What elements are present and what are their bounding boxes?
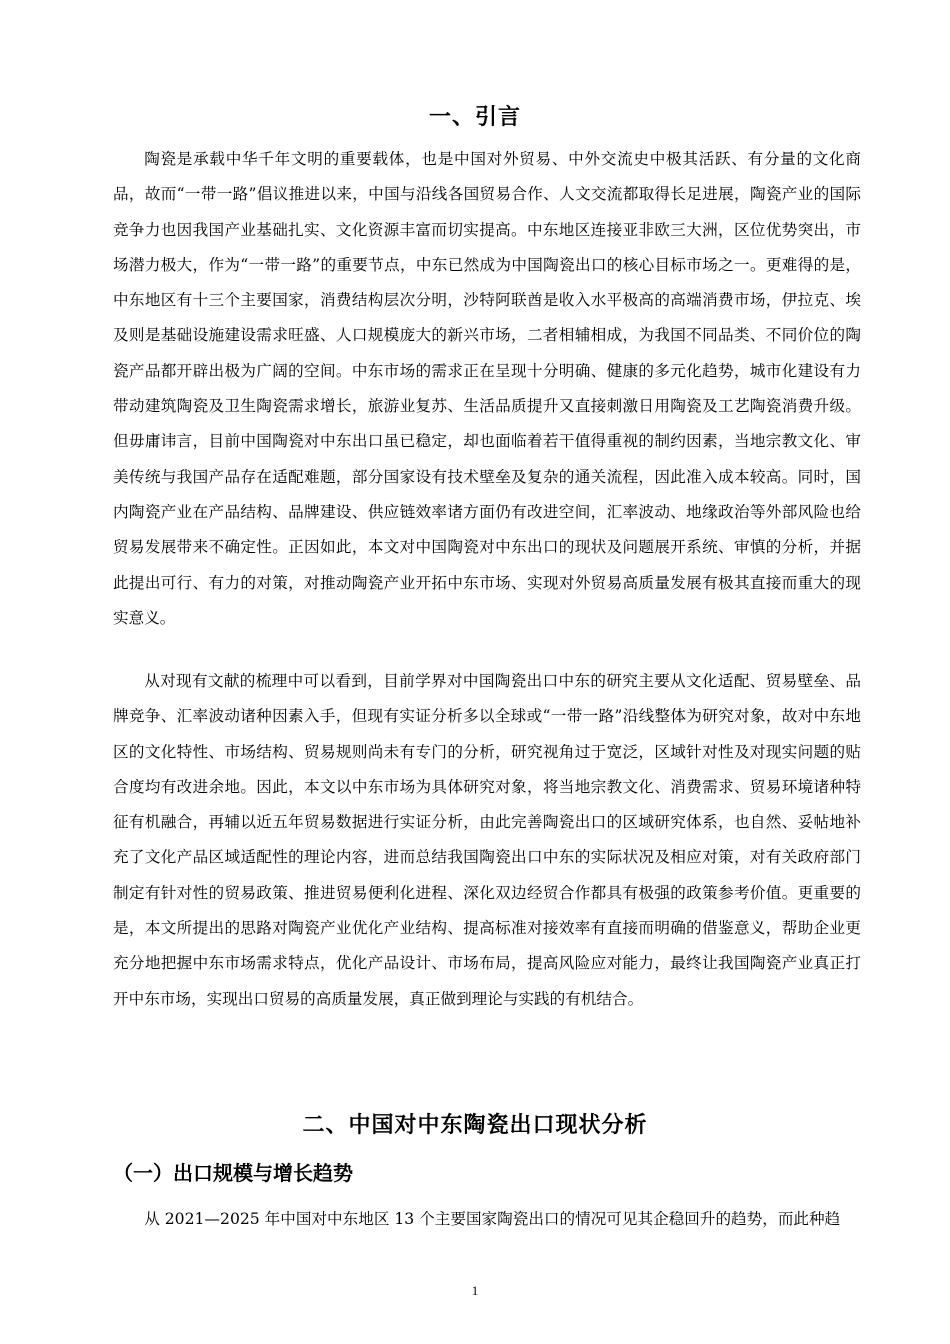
subsection-1-paragraph: 从 2021—2025 年中国对中东地区 13 个主要国家陶瓷出口的情况可见其企稳回升的趋势，而此种趋: [144, 1210, 841, 1228]
heading-subsection-1: （一）出口规模与增长趋势: [113, 1161, 353, 1185]
heading-section-2: 二、中国对中东陶瓷出口现状分析: [302, 1113, 648, 1138]
intro-paragraph-1: 陶瓷是承载中华千年文明的重要载体，也是中国对外贸易、中外交流史中极其活跃、有分量的文化商品，故而“一带一路”倡议推进以来，中国与沿线各国贸易合作、人文交流都取得长足进展，陶瓷产业的国际竞争力也因我国产业基础扎实、文化资源丰富而切实提高。中东地区连接亚非欧三大洲，区位优势突出，市场潜力极大，作为“一带一路”的重要节点，中东已然成为中国陶瓷出口的核心目标市场之一。更难得的是，中东地区有十三个主要国家，消费结构层次分明，沙特阿联酋是收入水平极高的高端消费市场，伊拉克、埃及则是基础设施建设需求旺盛、人口规模庞大的新兴市场，二者相辅相成，为我国不同品类、不同价位的陶瓷产品都开辟出极为广阔的空间。中东市场的需求正在呈现十分明确、健康的多元化趋势，城市化建设有力带动建筑陶瓷及卫生陶瓷需求增长，旅游业复苏、生活品质提升又直接刺激日用陶瓷及工艺陶瓷消费升级。但毋庸讳言，目前中国陶瓷对中东出口虽已稳定，却也面临着若干值得重视的制约因素，当地宗教文化、审美传统与我国产品存在适配难题，部分国家设有技术壁垒及复杂的通关流程，因此准入成本较高。同时，国内陶瓷产业在产品结构、品牌建设、供应链效率诸方面仍有改进空间，汇率波动、地缘政治等外部风险也给贸易发展带来不确定性。正因如此，本文对中国陶瓷对中东出口的现状及问题展开系统、审慎的分析，并据此提出可行、有力的对策，对推动陶瓷产业开拓中东市场、实现对外贸易高质量发展有极其直接而重大的现实意义。: [113, 150, 861, 627]
heading-introduction: 一、引言: [428, 105, 521, 130]
intro-paragraph-2: 从对现有文献的梳理中可以看到，目前学界对中国陶瓷出口中东的研究主要从文化适配、贸易壁垒、品牌竞争、汇率波动诸种因素入手，但现有实证分析多以全球或“一带一路”沿线整体为研究对象，故对中东地区的文化特性、市场结构、贸易规则尚未有专门的分析，研究视角过于宽泛，区域针对性及对现实问题的贴合度均有改进余地。因此，本文以中东市场为具体研究对象，将当地宗教文化、消费需求、贸易环境诸种特征有机融合，再辅以近五年贸易数据进行实证分析，由此完善陶瓷出口的区域研究体系，也自然、妥帖地补充了文化产品区域适配性的理论内容，进而总结我国陶瓷出口中东的实际状况及相应对策，对有关政府部门制定有针对性的贸易政策、推进贸易便利化进程、深化双边经贸合作都具有极强的政策参考价值。更重要的是，本文所提出的思路对陶瓷产业优化产业结构、提高标准对接效率有直接而明确的借鉴意义，帮助企业更充分地把握中东市场需求特点，优化产品设计、市场布局，提高风险应对能力，最终让我国陶瓷产业真正打开中东市场，实现出口贸易的高质量发展，真正做到理论与实践的有机结合。: [113, 672, 861, 1008]
page-number: 1: [471, 1283, 479, 1298]
